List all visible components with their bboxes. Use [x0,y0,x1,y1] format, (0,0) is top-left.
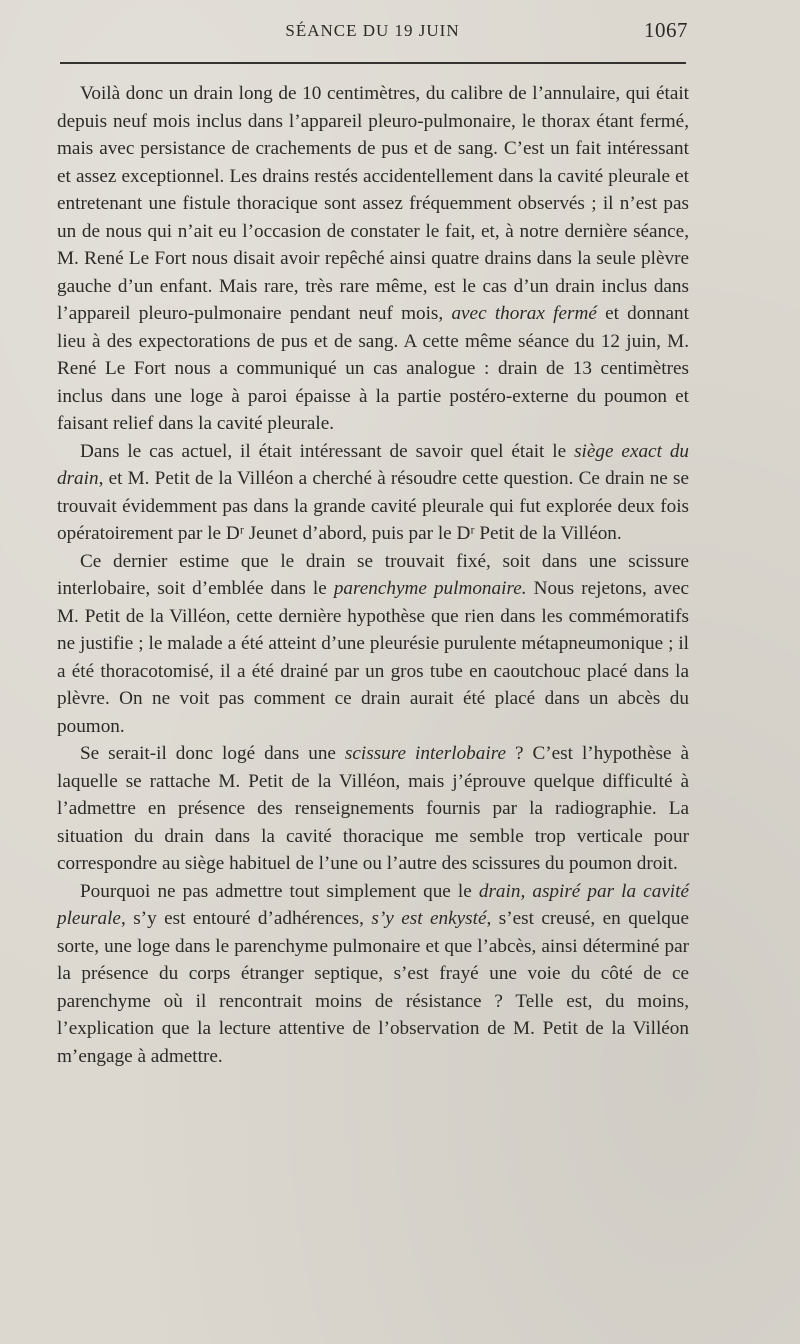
paragraph-5-italic-b: s’y est enkysté [371,908,487,929]
paragraph-4-text-b: ? C’est l’hypothèse à laquelle se rattache M. Petit de la Villéon, mais j’éprouve quelque difficulté à l’admettre en présence des renseignements fournis par la radiographie. La situation du drain dans la cavité thoracique me semble trop verticale pour correspondre au siège habituel de l’une ou l’autre des scissures du poumon droit. [57,743,689,874]
paragraph-3-text-a: Ce dernier estime que le drain se trouvait fixé, soit dans une scissure interlobaire, soit d’emblée dans le [57,550,689,599]
paragraph-2-text-b: , et M. Petit de la Villéon a cherché à résoudre cette question. Ce drain ne se trouvait évidemment pas dans la grande cavité pleurale qui fut explorée deux fois opératoirement par le Dʳ Jeunet d’abord, puis par le Dʳ Petit de la Villéon. [57,468,689,544]
header-rule [60,62,686,64]
paragraph-1-text-a: Voilà donc un drain long de 10 centimètres, du calibre de l’annulaire, qui était depuis neuf mois inclus dans l’appareil pleuro-pulmonaire, le thorax étant fermé, mais avec persistance de crachements de pus et de sang. C’est un fait intéressant et assez exceptionnel. Les drains restés accidentellement dans la cavité pleurale et entretenant une fistule thoracique sont assez fréquemment observés ; il n’est pas un de nous qui n’ait eu l’occasion de constater le fait, et, à notre dernière séance, M. René Le Fort nous disait avoir repêché ainsi quatre drains dans la seule plèvre gauche d’un enfant. Mais rare, très rare même, est le cas d’un drain inclus dans l’appareil pleuro-pulmonaire pendant neuf mois, [57,83,689,324]
paragraph-4-italic: scissure interlobaire [344,743,506,764]
paragraph-3-text-b: Nous rejetons, avec M. Petit de la Villéon, cette dernière hypothèse que rien dans les commémoratifs ne justifie ; le malade a été atteint d’une pleurésie purulente métapneumonique ; il a été thoracotomisé, il a été drainé par un gros tube en caoutchouc placé dans la plèvre. On ne voit pas comment ce drain aurait été placé dans un abcès du poumon. [57,578,689,737]
paragraph-1-text-b: et donnant lieu à des expectorations de pus et de sang. A cette même séance du 12 juin, M. René Le Fort nous a communiqué un cas analogue : drain de 13 centimètres inclus dans une loge à paroi épaisse à la partie postéro-externe du poumon et faisant relief dans la cavité pleurale. [57,303,689,434]
paragraph-1-italic: avec thorax fermé [451,303,597,324]
paragraph-4 [57,740,689,878]
body-text [57,80,689,1070]
paragraph-5-text-a: Pourquoi ne pas admettre tout simplement que le [80,880,479,902]
page-number: 1067 [644,18,688,42]
running-head [57,18,688,48]
paragraph-4-text-a: Se serait-il donc logé dans une [80,743,345,764]
paragraph-5-text-c: , s’est creusé, en quelque sorte, une loge dans le parenchyme pulmonaire et que l’abcès, ainsi déterminé par la présence du corps étranger septique, s’est frayé une voie du côté de ce parenchyme où il rencontrait moins de résistance ? Telle est, du moins, l’explication que la lecture attentive de l’observation de M. Petit de la Villéon m’engage à admettre. [57,908,689,1067]
paragraph-5 [57,878,689,1071]
paragraph-2-text-a: Dans le cas actuel, il était intéressant de savoir quel était le [80,440,575,462]
paragraph-2-italic: siège exact du drain [57,440,690,489]
paragraph-5-italic-a: drain, aspiré par la cavité pleurale [57,880,689,929]
paragraph-1 [57,80,689,438]
paragraph-3 [57,548,689,741]
running-title: SÉANCE DU 19 JUIN [285,21,460,40]
paragraph-5-text-b: , s’y est entouré d’adhérences, [120,908,372,929]
paragraph-3-italic: parenchyme pulmonaire. [333,578,527,599]
paragraph-2 [57,438,689,548]
